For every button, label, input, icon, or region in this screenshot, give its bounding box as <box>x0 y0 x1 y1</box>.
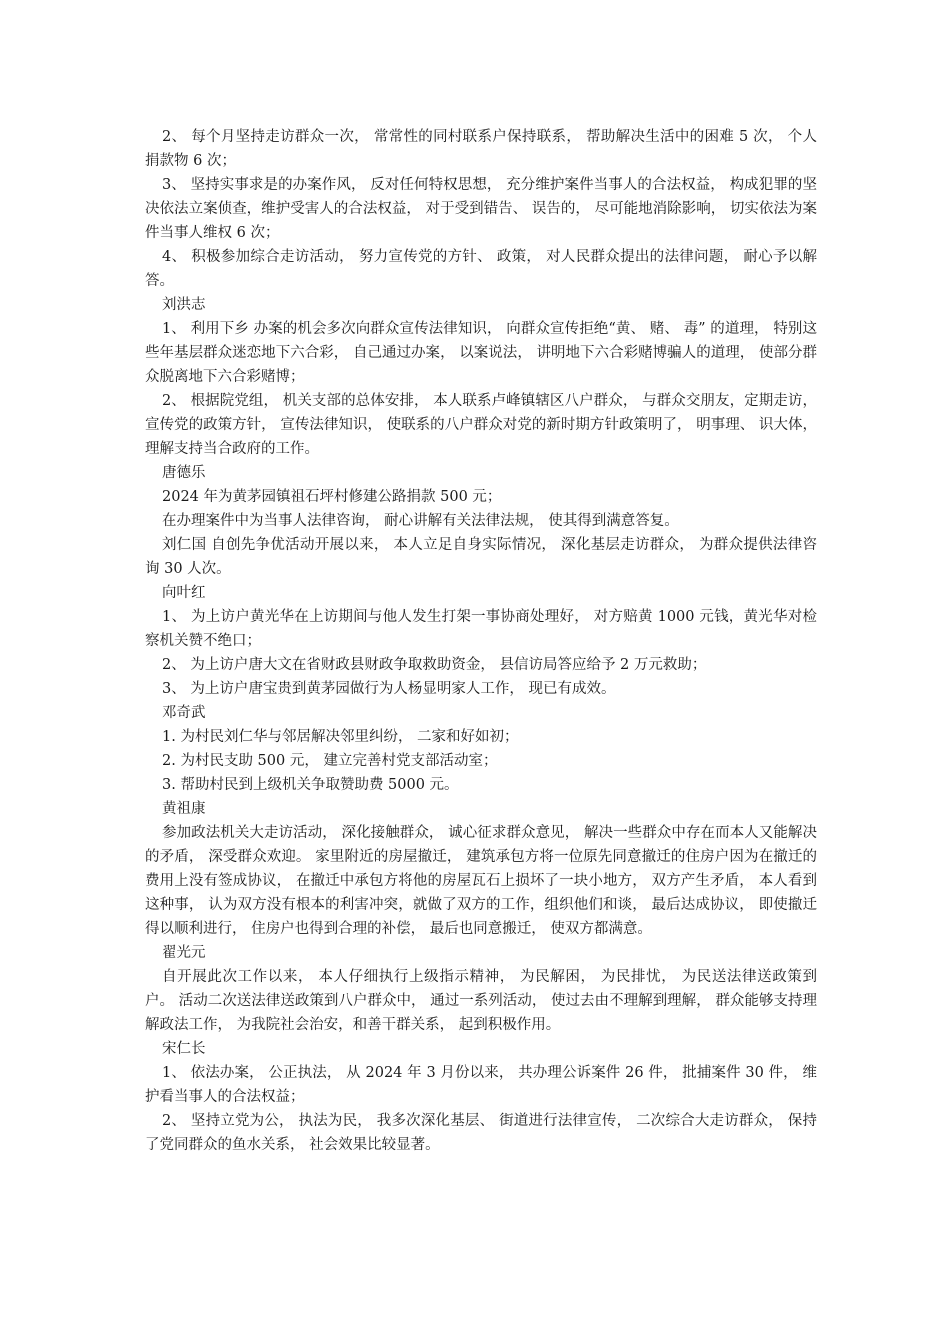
paragraph: 1、 利用下乡 办案的机会多次向群众宣传法律知识， 向群众宣传拒绝“黄、 赌、 毒” 的道理， 特别这些年基层群众迷恋地下六合彩， 自己通过办案， 以案说法， 讲明地下六合彩赌博骗人的道理， 使部分群众脱离地下六合彩赌博； <box>145 321 817 385</box>
person-name-heading: 向叶红 <box>162 585 206 601</box>
paragraph: 2024 年为黄茅园镇祖石坪村修建公路捐款 500 元； <box>162 489 502 505</box>
paragraph: 1、 为上访户黄光华在上访期间与他人发生打架一事协商处理好， 对方赔黄 1000 元钱，黄光华对检察机关赞不绝口； <box>145 609 817 649</box>
paragraph: 自开展此次工作以来， 本人仔细执行上级指示精神， 为民解困， 为民排忧， 为民送法律送政策到户。 活动二次送法律送政策到八户群众中， 通过一系列活动， 使过去由不理解到理解， 群众能够支持理解政法工作， 为我院社会治安，和善干群关系， 起到积极作用。 <box>145 969 817 1033</box>
person-name-heading: 宋仁长 <box>162 1041 206 1057</box>
person-name-heading: 唐德乐 <box>162 465 206 481</box>
paragraph: 3、 坚持实事求是的办案作风， 反对任何特权思想， 充分维护案件当事人的合法权益， 构成犯罪的坚决依法立案侦查，维护受害人的合法权益， 对于受到错告、 误告的， 尽可能地消除影响， 切实依法为案件当事人维权 6 次； <box>145 177 817 241</box>
paragraph: 3. 帮助村民到上级机关争取赞助费 5000 元。 <box>162 777 459 793</box>
person-name-heading: 黄祖康 <box>162 801 206 817</box>
person-name-heading: 邓奇武 <box>162 705 206 721</box>
paragraph: 3、 为上访户唐宝贵到黄茅园做行为人杨显明家人工作， 现已有成效。 <box>162 681 616 697</box>
paragraph: 2、 根据院党组， 机关支部的总体安排， 本人联系卢峰镇辖区八户群众， 与群众交朋友，定期走访， 宣传党的政策方针， 宣传法律知识， 使联系的八户群众对党的新时期方针政策明了， 明事理、 识大体， 理解支持当合政府的工作。 <box>145 393 817 457</box>
paragraph: 参加政法机关大走访活动， 深化接触群众， 诚心征求群众意见， 解决一些群众中存在而本人又能解决的矛盾， 深受群众欢迎。 家里附近的房屋撤迁， 建筑承包方将一位原先同意撤迁的住房户因为在撤迁的费用上没有签成协议， 在撤迁中承包方将他的房屋瓦石上损坏了一块小地方， 双方产生矛盾， 本人看到这种事， 认为双方没有根本的利害冲突，就做了双方的工作，组织他们和谈， 最后达成协议， 即使撤迁得以顺利进行， 住房户也得到合理的补偿， 最后也同意搬迁， 使双方都满意。 <box>145 825 817 937</box>
paragraph: 2、 每个月坚持走访群众一次， 常常性的同村联系户保持联系， 帮助解决生活中的困难 5 次， 个人捐款物 6 次； <box>145 129 817 169</box>
person-name-heading: 翟光元 <box>162 945 206 961</box>
person-name-heading: 刘洪志 <box>162 297 206 313</box>
paragraph: 在办理案件中为当事人法律咨询， 耐心讲解有关法律法规， 使其得到满意答复。 <box>162 513 679 529</box>
paragraph: 2、 为上访户唐大文在省财政县财政争取救助资金， 县信访局答应给予 2 万元救助； <box>162 657 707 673</box>
paragraph: 刘仁国 自创先争优活动开展以来， 本人立足自身实际情况， 深化基层走访群众， 为群众提供法律咨询 30 人次。 <box>145 537 817 577</box>
paragraph: 2. 为村民支助 500 元， 建立完善村党支部活动室； <box>162 753 498 769</box>
paragraph: 1. 为村民刘仁华与邻居解决邻里纠纷， 二家和好如初； <box>162 729 519 745</box>
paragraph: 4、 积极参加综合走访活动， 努力宣传党的方针、 政策， 对人民群众提出的法律问题， 耐心予以解答。 <box>145 249 817 289</box>
paragraph: 2、 坚持立党为公， 执法为民， 我多次深化基层、 街道进行法律宣传， 二次综合大走访群众， 保持了党同群众的鱼水关系， 社会效果比较显著。 <box>145 1113 817 1153</box>
document-body <box>145 125 817 1157</box>
paragraph: 1、 依法办案， 公正执法， 从 2024 年 3 月份以来， 共办理公诉案件 26 件， 批捕案件 30 件， 维护看当事人的合法权益； <box>145 1065 817 1105</box>
